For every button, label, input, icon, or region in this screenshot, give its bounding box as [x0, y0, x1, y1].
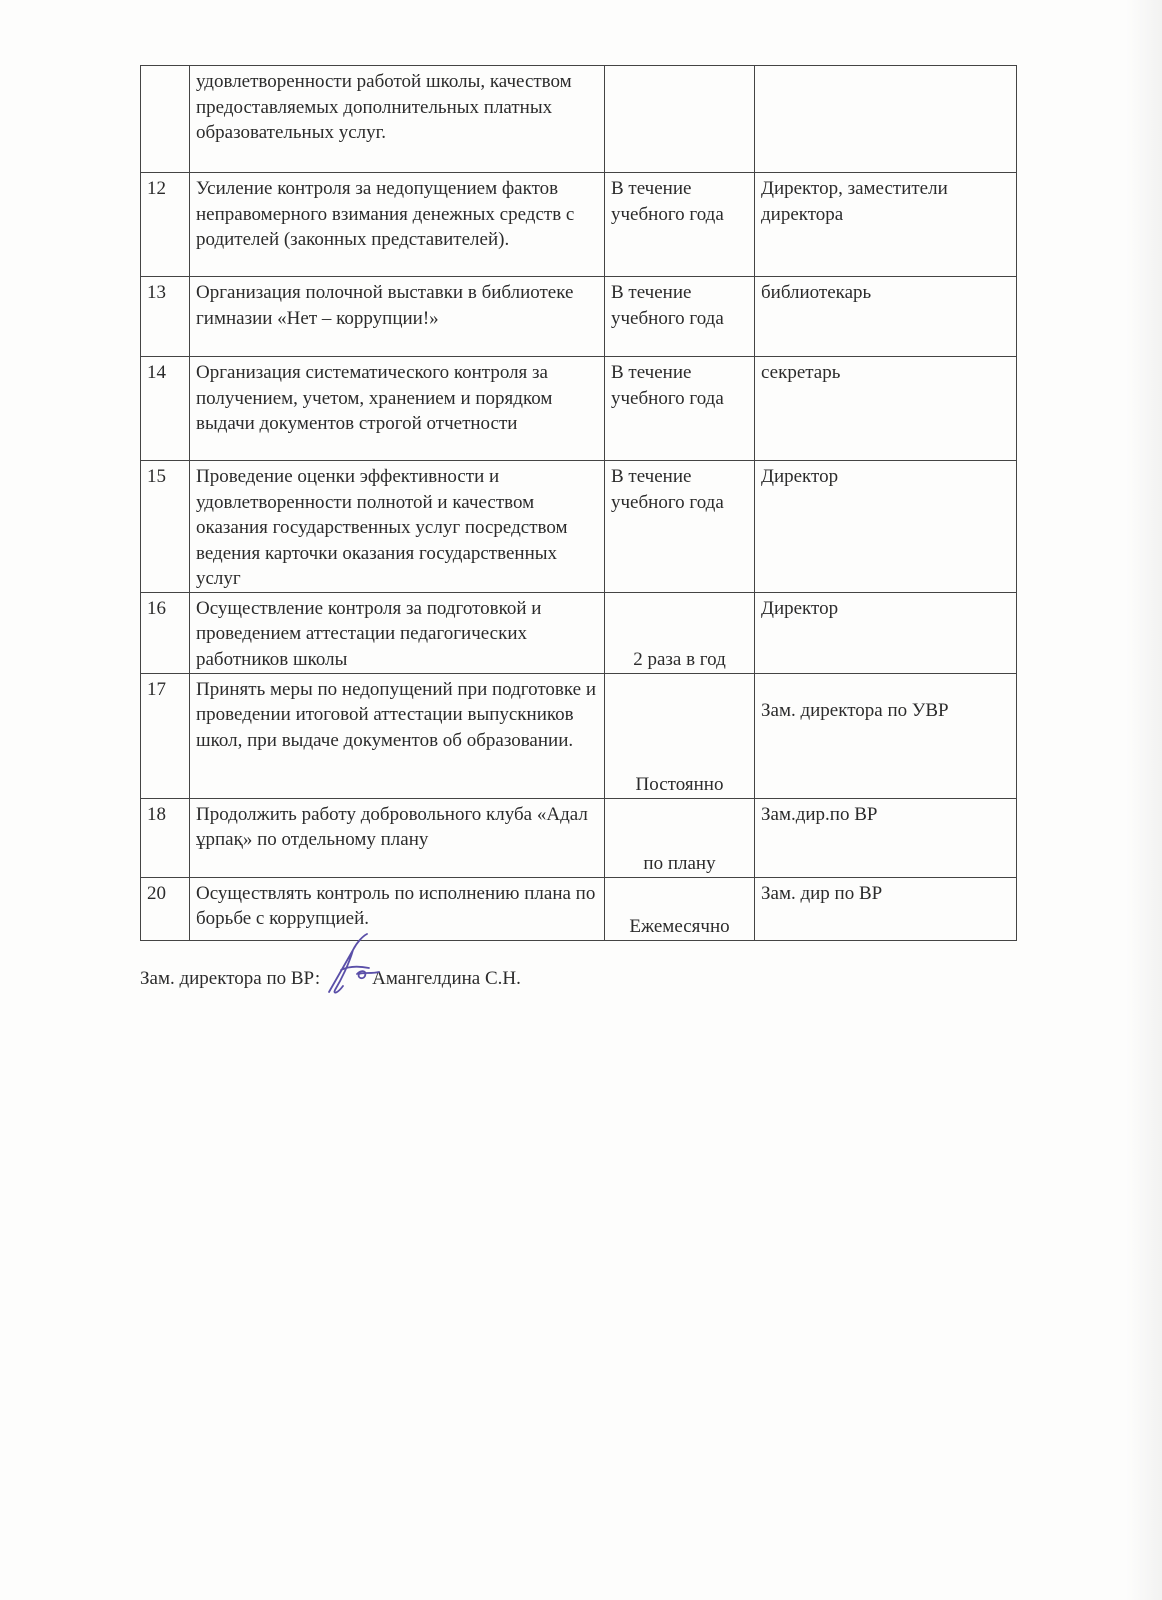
handwritten-signature-icon: [323, 930, 385, 1000]
row-responsible: Зам. дир по ВР: [755, 877, 1017, 940]
row-number: [141, 66, 190, 173]
row-term: 2 раза в год: [605, 592, 755, 673]
row-action: Осуществлять контроль по исполнению плана по борьбе с коррупцией.: [190, 877, 605, 940]
row-responsible: Директор, заместители директора: [755, 173, 1017, 277]
scan-edge-shadow: [1126, 0, 1162, 1600]
row-number: 14: [141, 357, 190, 461]
row-term: В течение учебного года: [605, 461, 755, 593]
table-row: [141, 173, 1017, 277]
row-term: В течение учебного года: [605, 357, 755, 461]
row-number: 20: [141, 877, 190, 940]
row-responsible: [755, 66, 1017, 173]
row-action: Продолжить работу добровольного клуба «Адал ұрпақ» по отдельному плану: [190, 798, 605, 877]
row-term: В течение учебного года: [605, 173, 755, 277]
anti-corruption-plan-table: [140, 65, 1017, 941]
row-responsible: секретарь: [755, 357, 1017, 461]
row-term: Ежемесячно: [605, 877, 755, 940]
row-action: Организация полочной выставки в библиотеке гимназии «Нет – коррупции!»: [190, 277, 605, 357]
row-number: 17: [141, 673, 190, 798]
row-action: Принять меры по недопущений при подготовке и проведении итоговой аттестации выпускников школ, при выдаче документов об образовании.: [190, 673, 605, 798]
table-row: [141, 798, 1017, 877]
table-row: [141, 66, 1017, 173]
row-term: по плану: [605, 798, 755, 877]
row-action: Организация систематического контроля за получением, учетом, хранением и порядком выдачи документов строгой отчетности: [190, 357, 605, 461]
row-term: Постоянно: [605, 673, 755, 798]
row-responsible: Зам. директора по УВР: [755, 673, 1017, 798]
row-term: В течение учебного года: [605, 277, 755, 357]
row-number: 15: [141, 461, 190, 593]
table-row: [141, 877, 1017, 940]
table-row: [141, 461, 1017, 593]
signatory-name: Амангелдина С.Н.: [372, 968, 521, 989]
row-number: 13: [141, 277, 190, 357]
table-row: [141, 357, 1017, 461]
row-responsible: Директор: [755, 592, 1017, 673]
table-row: [141, 277, 1017, 357]
row-number: 18: [141, 798, 190, 877]
row-action: удовлетворенности работой школы, качеством предоставляемых дополнительных платных образовательных услуг.: [190, 66, 605, 173]
row-number: 12: [141, 173, 190, 277]
row-number: 16: [141, 592, 190, 673]
row-term: [605, 66, 755, 173]
row-action: Осуществление контроля за подготовкой и проведением аттестации педагогических работников школы: [190, 592, 605, 673]
row-responsible: библиотекарь: [755, 277, 1017, 357]
signatory-position: Зам. директора по ВР:: [140, 968, 321, 989]
table-row: [141, 673, 1017, 798]
row-responsible: Директор: [755, 461, 1017, 593]
row-responsible: Зам.дир.по ВР: [755, 798, 1017, 877]
row-action: Усиление контроля за недопущением фактов неправомерного взимания денежных средств с родителей (законных представителей).: [190, 173, 605, 277]
table-row: [141, 592, 1017, 673]
row-action: Проведение оценки эффективности и удовлетворенности полнотой и качеством оказания государственных услуг посредством ведения карточки оказания государственных услуг: [190, 461, 605, 593]
